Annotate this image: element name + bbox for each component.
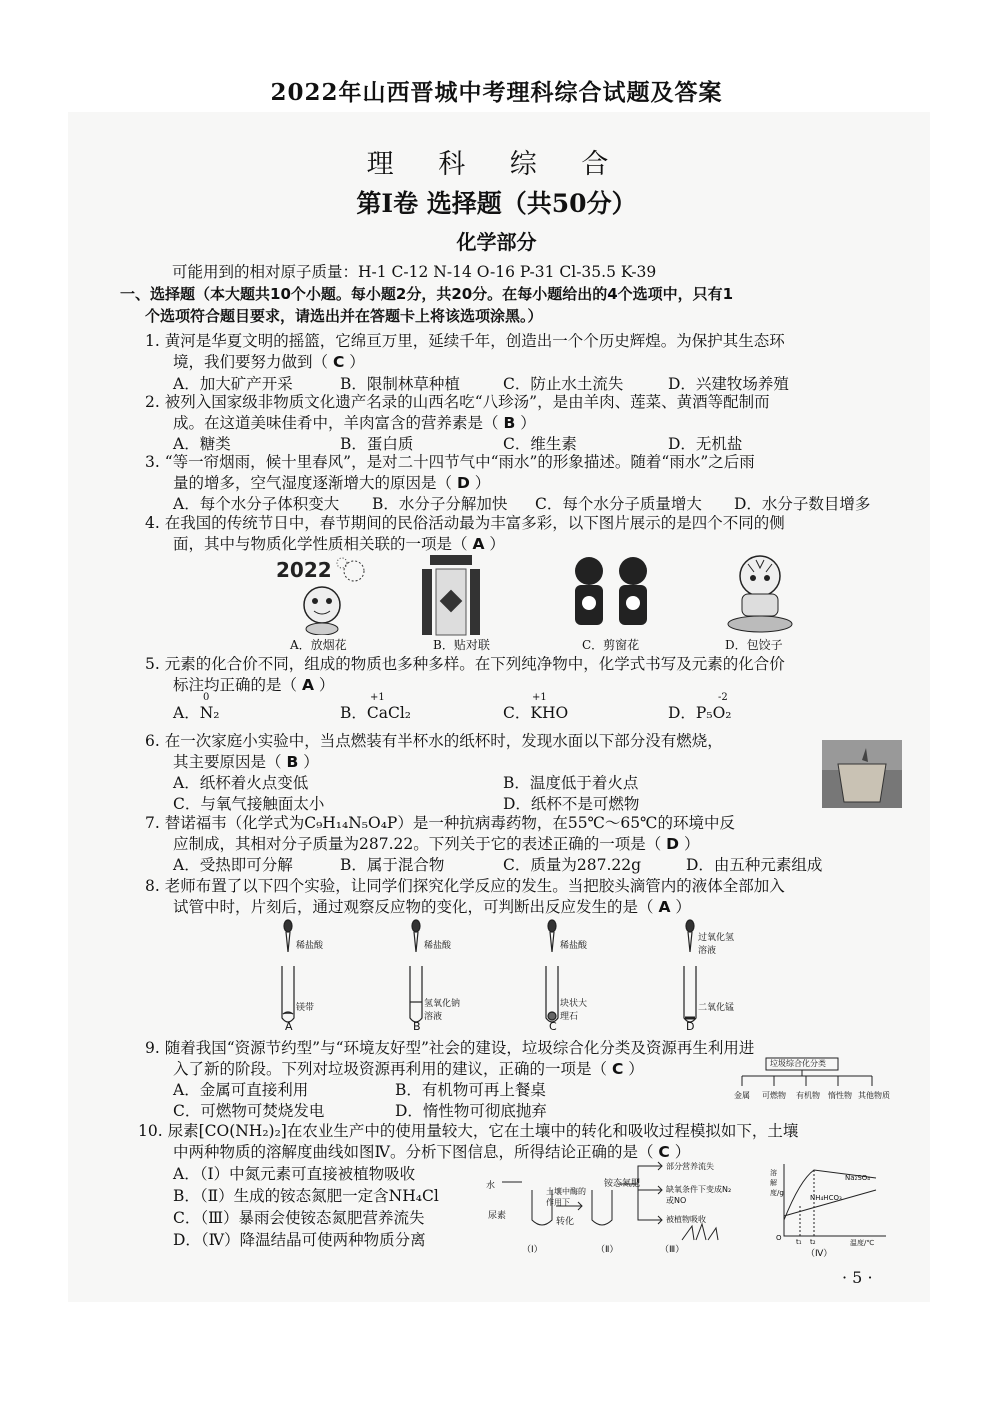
q7-option-c: C．质量为287.22g — [503, 856, 642, 874]
q4-paren: ） — [484, 535, 505, 553]
q3-option-c: C．每个水分子质量增大 — [535, 495, 702, 513]
tube-a-top-label: 稀盐酸 — [296, 941, 324, 951]
couplets-illustration — [420, 555, 482, 637]
q3-option-d: D．水分子数目增多 — [734, 495, 871, 513]
instructions-line1: 一、选择题（本大题共10个小题。每小题2分，共20分。在每小题给出的4个选项中，只有1 — [120, 285, 734, 303]
q10-option-d: D．（Ⅳ）降温结晶可使两种物质分离 — [173, 1231, 426, 1249]
paper-cutting-illustration — [567, 553, 657, 633]
q1-option-b: B．限制林草种植 — [340, 375, 460, 393]
tube-a — [282, 920, 294, 1022]
tube-d-letter: D — [686, 1020, 695, 1033]
tube-b-top-label: 稀盐酸 — [424, 941, 452, 951]
q2-option-d: D．无机盐 — [668, 435, 743, 453]
document-title: 2022年山西晋城中考理科综合试题及答案 — [270, 79, 723, 106]
label-urea: 尿素 — [488, 1211, 507, 1221]
q9-option-a: A．金属可直接利用 — [173, 1081, 309, 1099]
q10-stem2-text: 中两种物质的溶解度曲线如图Ⅳ。分析下图信息，所得结论正确的是（ — [173, 1143, 659, 1161]
q9-stem2-text: 入了新的阶段。下列对垃圾资源再利用的建议，正确的一项是（ — [173, 1060, 612, 1078]
page-number: · 5 · — [842, 1268, 873, 1287]
q4-caption-c: C．剪窗花 — [582, 638, 640, 652]
q7-stem2-text: 应制成，其相对分子质量为287.22。下列关于它的表述正确的一项是（ — [173, 835, 667, 853]
tree-leaf-inert: 惰性物 — [828, 1091, 852, 1100]
q2-option-a: A．糖类 — [173, 435, 231, 453]
q9-paren: ） — [623, 1060, 644, 1078]
q6-option-c: C．与氧气接触面太小 — [173, 795, 325, 813]
q5-valence-d: -2 — [718, 692, 728, 703]
tube-b-bottom-label: 氢氧化钠溶液 — [424, 999, 461, 1022]
q8-test-tube-apparatus — [270, 918, 750, 1030]
fig-label-1: （Ⅰ） — [522, 1245, 543, 1255]
q4-stem: 4. 在我国的传统节日中，春节期间的民俗活动最为丰富多彩，以下图片展示的是四个不同的侧 — [145, 514, 785, 532]
q5-stem2-text: 标注均正确的是（ — [173, 676, 302, 694]
q7-paren: ） — [679, 835, 700, 853]
q1-stem2 — [173, 352, 365, 372]
q8-paren: ） — [670, 898, 691, 916]
q3-option-b: B．水分子分解加快 — [372, 495, 508, 513]
q1-option-d: D．兴建牧场养殖 — [668, 375, 789, 393]
q8-answer: A — [658, 898, 671, 916]
q6-option-b: B．温度低于着火点 — [503, 774, 639, 792]
q9-option-b: B．有机物可再上餐桌 — [395, 1081, 546, 1099]
plants — [682, 1224, 718, 1240]
q3-answer: D — [456, 474, 470, 492]
q10-option-a: A．（Ⅰ）中氮元素可直接被植物吸收 — [173, 1165, 416, 1183]
q8-stem2 — [173, 897, 691, 917]
q3-option-a: A．每个水分子体积变大 — [173, 495, 340, 513]
tube-c-top-label: 稀盐酸 — [560, 941, 588, 951]
chart-ylabel: 溶解度/g — [770, 1169, 784, 1197]
q2-paren: ） — [515, 414, 536, 432]
q3-stem2-text: 量的增多，空气湿度逐渐增大的原因是（ — [173, 474, 457, 492]
tube-a-bottom-label: 镁带 — [296, 1003, 315, 1013]
chart-xlabel: 温度/℃ — [850, 1239, 875, 1247]
q6-stem: 6. 在一次家庭小实验中，当点燃装有半杯水的纸杯时，发现水面以下部分没有燃烧， — [145, 732, 723, 750]
q4-caption-a: A．放烟花 — [290, 638, 347, 652]
label-ammonium: 铵态氮肥 — [604, 1179, 641, 1189]
label-anaerobic: 缺氧条件下变成N₂或NO — [666, 1185, 732, 1205]
q10-answer: C — [658, 1143, 670, 1161]
fig-label-4: （Ⅳ） — [806, 1249, 833, 1259]
q7-answer: D — [666, 835, 680, 853]
chart-t2: t₂ — [810, 1238, 816, 1246]
q10-option-b: B．（Ⅱ）生成的铵态氮肥一定含NH₄Cl — [173, 1187, 439, 1205]
tree-leaf-combustible: 可燃物 — [762, 1091, 786, 1100]
curve-label-nh4hco3: NH₄HCO₃ — [810, 1194, 842, 1202]
q4-answer: A — [472, 535, 485, 553]
instructions-line2: 个选项符合题目要求，请选出并在答题卡上将该选项涂黑。） — [145, 307, 543, 325]
arrow-anaerobic — [638, 1184, 662, 1194]
q7-stem: 7. 替诺福韦（化学式为C₉H₁₄N₅O₄P）是一种抗病毒药物，在55℃～65℃的环境中反 — [145, 814, 735, 832]
guide-lines — [800, 1170, 814, 1236]
tree-leaf-other: 其他物质 — [858, 1091, 890, 1100]
arrow-absorb — [638, 1190, 662, 1224]
q3-stem: 3. “等一帘烟雨，候十里春风”，是对二十四节气中“雨水”的形象描述。随着“雨水”之后雨 — [145, 453, 755, 471]
q10-stem2 — [173, 1142, 690, 1162]
q1-stem2-text: 境，我们要努力做到（ — [173, 353, 333, 371]
tube-d-top-label: 过氧化氢溶液 — [698, 933, 735, 956]
beaker-2 — [592, 1190, 612, 1225]
label-absorb: 被植物吸收 — [666, 1215, 706, 1224]
tree-root-label: 垃圾综合化分类 — [770, 1059, 826, 1068]
chart-t1: t₁ — [796, 1238, 802, 1246]
q5-valence-a: 0 — [203, 692, 210, 703]
q4-caption-d: D．包饺子 — [725, 638, 783, 652]
q6-paren: ） — [298, 753, 319, 771]
q1-stem: 1. 黄河是华夏文明的摇篮，它绵亘万里，延续千年，创造出一个个历史辉煌。为保护其生态环 — [145, 332, 785, 350]
q3-paren: ） — [469, 474, 491, 492]
tree-leaf-metal: 金属 — [734, 1091, 750, 1100]
q10-option-c: C．（Ⅲ）暴雨会使铵态氮肥营养流失 — [173, 1209, 425, 1227]
label-water: 水 — [486, 1181, 496, 1191]
tube-b — [410, 920, 422, 1022]
q7-stem2 — [173, 834, 699, 854]
q9-stem2 — [173, 1059, 644, 1079]
q9-option-d: D．惰性物可彻底抛弃 — [395, 1102, 547, 1120]
q6-option-d: D．纸杯不是可燃物 — [503, 795, 640, 813]
tube-b-letter: B — [413, 1020, 421, 1033]
q2-stem2-text: 成。在这道美味佳肴中，羊肉富含的营养素是（ — [173, 414, 504, 432]
q8-stem2-text: 试管中时，片刻后，通过观察反应物的变化，可判断出反应发生的是（ — [173, 898, 659, 916]
q4-caption-b: B．贴对联 — [433, 638, 490, 652]
q5-paren: ） — [313, 676, 335, 694]
tube-c-letter: C — [549, 1020, 557, 1033]
q7-option-b: B．属于混合物 — [340, 856, 445, 874]
q5-option-d: D．P₅O₂ — [668, 704, 732, 722]
section-heading: 化学部分 — [456, 230, 537, 254]
q1-option-a: A．加大矿产开采 — [173, 375, 293, 393]
q9-answer: C — [611, 1060, 624, 1078]
curve-label-na2so4: Na₂SO₄ — [845, 1174, 871, 1182]
q2-stem: 2. 被列入国家级非物质文化遗产名录的山西名吃“八珍汤”，是由羊肉、莲菜、黄酒等配制而 — [145, 393, 770, 411]
tube-a-letter: A — [285, 1020, 293, 1033]
q10-stem: 10. 尿素[CO(NH₂)₂]在农业生产中的使用量较大，它在土壤中的转化和吸收过程模拟如下，土壤 — [138, 1122, 799, 1140]
q9-stem: 9. 随着我国“资源节约型”与“环境友好型”社会的建设，垃圾综合化分类及资源再生利用进 — [145, 1039, 755, 1057]
chart-origin: O — [776, 1234, 782, 1242]
q6-stem2 — [173, 752, 319, 772]
q2-option-c: C．维生素 — [503, 435, 577, 453]
tube-d — [684, 920, 696, 1022]
label-loss: 部分营养流失 — [666, 1162, 714, 1171]
q4-stem2-text: 面，其中与物质化学性质相关联的一项是（ — [173, 535, 473, 553]
q6-option-a: A．纸杯着火点变低 — [173, 774, 309, 792]
q4-stem2 — [173, 534, 505, 554]
q10-paren: ） — [669, 1143, 691, 1161]
label-soil-enzyme: 土壤中酶的作用下 — [546, 1187, 586, 1207]
tube-c-bottom-label: 块状大理石 — [560, 999, 588, 1022]
q1-option-c: C．防止水土流失 — [503, 375, 624, 393]
q7-option-a: A．受热即可分解 — [173, 856, 293, 874]
fig-label-3: （Ⅲ） — [660, 1245, 685, 1255]
q9-option-c: C．可燃物可焚烧发电 — [173, 1102, 325, 1120]
year-text: 2022 — [276, 558, 332, 582]
q2-stem2 — [173, 413, 536, 433]
q6-answer: B — [286, 753, 299, 771]
q1-paren: ） — [344, 353, 365, 371]
fig-label-2: （Ⅱ） — [596, 1245, 619, 1255]
q5-answer: A — [301, 676, 314, 694]
q8-stem: 8. 老师布置了以下四个实验，让同学们探究化学反应的发生。当把胶头滴管内的液体全部加入 — [145, 877, 785, 895]
q5-valence-b: +1 — [370, 692, 385, 703]
q5-valence-c: +1 — [532, 692, 547, 703]
q3-stem2 — [173, 473, 490, 493]
q2-answer: B — [503, 414, 516, 432]
q5-stem: 5. 元素的化合价不同，组成的物质也多种多样。在下列纯净物中，化学式书写及元素的化合价 — [145, 655, 785, 673]
q2-option-b: B．蛋白质 — [340, 435, 414, 453]
tube-d-bottom-label: 二氧化锰 — [698, 1003, 735, 1013]
q5-option-a: A．N₂ — [173, 704, 220, 722]
q5-option-c: C．KHO — [503, 704, 569, 722]
q5-option-b: B．CaCl₂ — [340, 704, 412, 722]
q1-answer: C — [332, 353, 345, 371]
tube-c — [546, 920, 558, 1022]
q5-stem2 — [173, 675, 334, 695]
fireworks-tiger-illustration — [272, 555, 372, 635]
tree-leaf-organic: 有机物 — [796, 1091, 820, 1100]
subject-heading: 理 科 综 合 — [366, 149, 627, 180]
dumplings-tiger-illustration — [720, 550, 800, 634]
label-convert: 转化 — [556, 1217, 575, 1227]
atomic-masses: 可能用到的相对原子质量：H-1 C-12 N-14 O-16 P-31 Cl-35.5 K-39 — [172, 263, 657, 281]
q7-option-d: D．由五种元素组成 — [686, 856, 823, 874]
volume-heading: 第I卷 选择题（共50分） — [356, 189, 637, 218]
paper-cup-photo — [822, 740, 902, 808]
q6-stem2-text: 其主要原因是（ — [173, 753, 287, 771]
